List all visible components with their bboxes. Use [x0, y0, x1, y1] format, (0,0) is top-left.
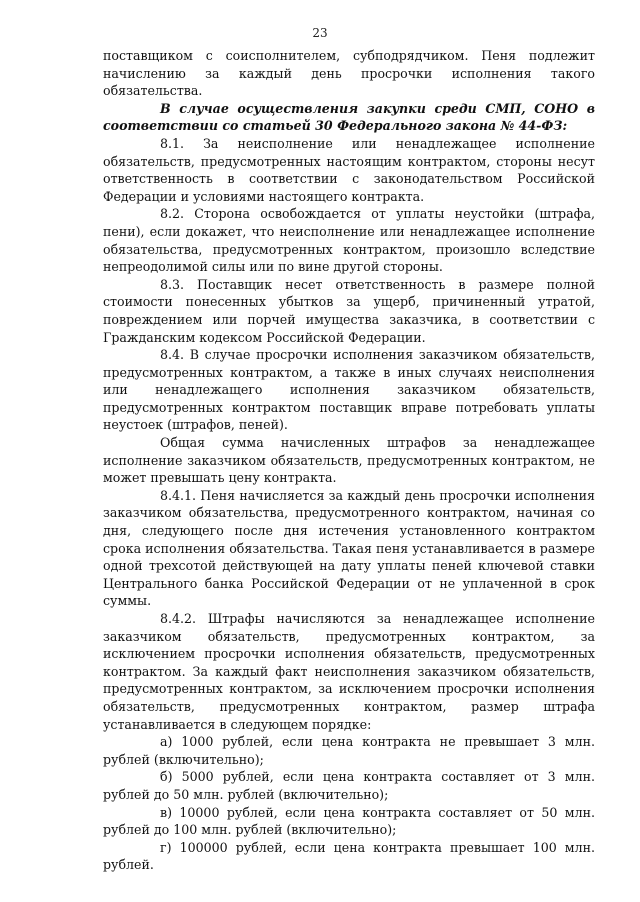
clause-8-4-2: 8.4.2. Штрафы начисляются за ненадлежащее исполнение заказчиком обязательств, предусмотренных контрактом, за исключением просрочки исполнения обязательств, предусмотренных контрактом. За каждый факт неисполнения заказчиком обязательств, предусмотренных контрактом, за исключением просрочки исполнения обязательств, предусмотренных контрактом, размер штрафа устанавливается в следующем порядке:: [103, 611, 595, 732]
clause-8-4-1: 8.4.1. Пеня начисляется за каждый день просрочки исполнения заказчиком обязательства, предусмотренного контрактом, начиная со дня, следующего после дня истечения установленного контрактом срока исполнения обязательства. Такая пеня устанавливается в размере одной трехсотой действующей на дату уплаты пеней ключевой ставки Центрального банка Российской Федерации от не уплаченной в срок суммы.: [103, 487, 595, 609]
clause-8-2: 8.2. Сторона освобождается от уплаты неустойки (штрафа, пени), если докажет, что неисполнение или ненадлежащее исполнение обязательства, предусмотренных контрактом, произошло вследствие непреодолимой силы или по вине другой стороны.: [103, 206, 595, 275]
page-number: 23: [312, 26, 328, 40]
clause-8-4: 8.4. В случае просрочки исполнения заказчиком обязательств, предусмотренных контрактом, а также в иных случаях неисполнения или ненадлежащего исполнения заказчиком обязательств, предусмотренных контрактом поставщик вправе потребовать уплаты неустоек (штрафов, пеней).: [103, 347, 595, 433]
clause-8-1: 8.1. За неисполнение или ненадлежащее исполнение обязательств, предусмотренных настоящим контрактом, стороны несут ответственность в соответствии с законодательством Российской Федерации и условиями настоящего контракта.: [103, 135, 595, 204]
paragraph-continuation: поставщиком с соисполнителем, субподрядчиком. Пеня подлежит начислению за каждый день просрочки исполнения такого обязательства.: [103, 48, 595, 99]
section-heading: В случае осуществления закупки среди СМП, СОНО в соответствии со статьей 30 Федерального закона № 44-ФЗ:: [103, 100, 595, 134]
document-body: [103, 47, 595, 874]
fine-item-b: б) 5000 рублей, если цена контракта составляет от 3 млн. рублей до 50 млн. рублей (включительно);: [103, 769, 595, 802]
clause-8-3: 8.3. Поставщик несет ответственность в размере полной стоимости понесенных убытков за ущерб, причиненный утратой, повреждением или порчей имущества заказчика, в соответствии с Гражданским кодексом Российской Федерации.: [103, 276, 595, 345]
fine-item-c: в) 10000 рублей, если цена контракта составляет от 50 млн. рублей до 100 млн. рублей (включительно);: [103, 804, 595, 838]
fine-item-a: а) 1000 рублей, если цена контракта не превышает 3 млн. рублей (включительно);: [103, 734, 595, 767]
fine-item-d: г) 100000 рублей, если цена контракта превышает 100 млн. рублей.: [103, 839, 595, 873]
clause-8-4-total: Общая сумма начисленных штрафов за ненадлежащее исполнение заказчиком обязательств, предусмотренных контрактом, не может превышать цену контракта.: [103, 435, 595, 486]
